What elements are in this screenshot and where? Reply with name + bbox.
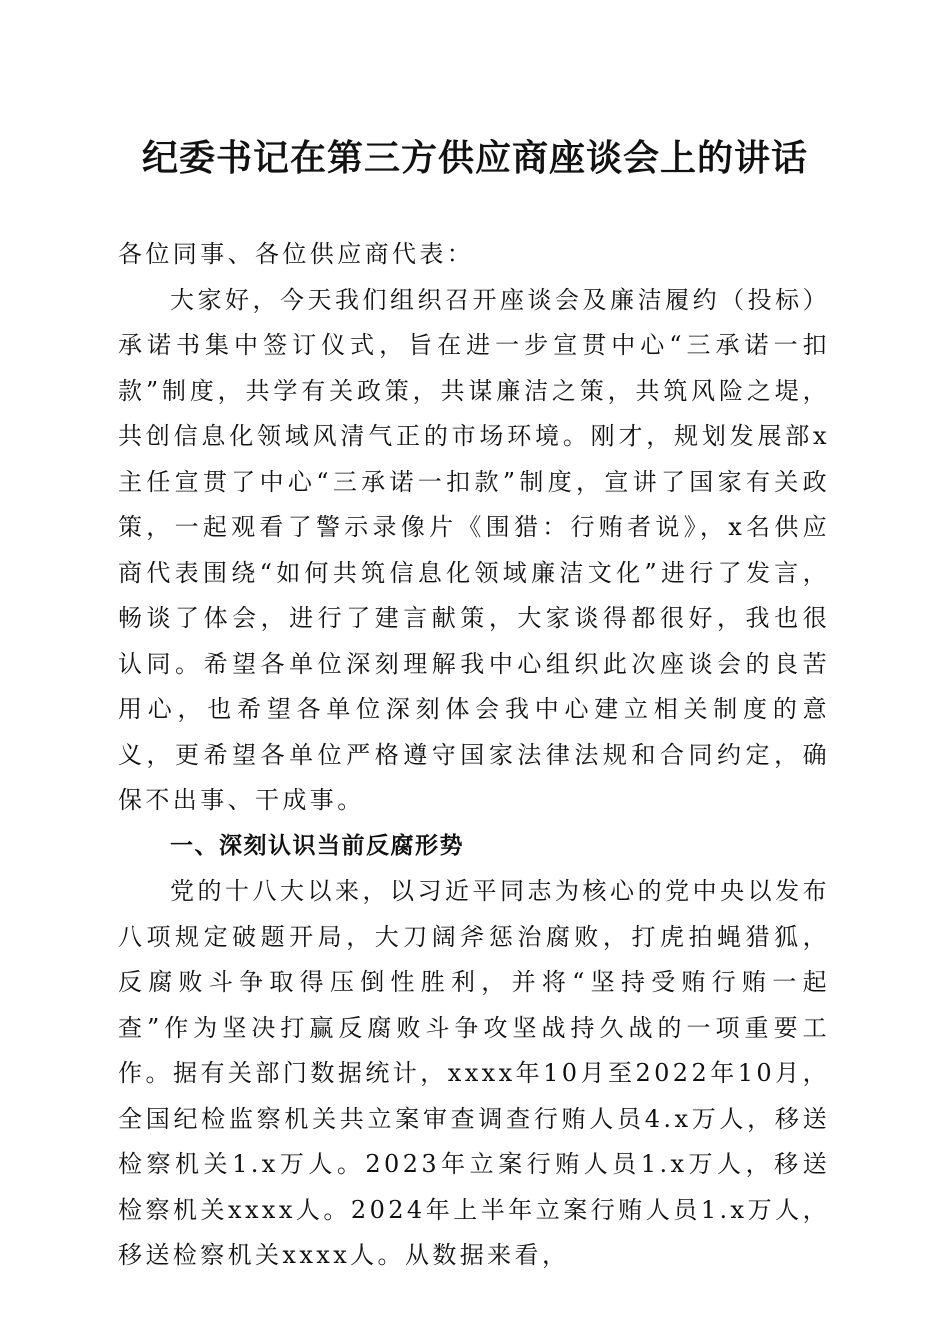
document-title: 纪委书记在第三方供应商座谈会上的讲话	[141, 137, 808, 179]
opening-paragraph: 大家好，今天我们组织召开座谈会及廉洁履约（投标）承诺书集中签订仪式，旨在进一步宣贯中心“三承诺一扣款”制度，共学有关政策，共谋廉洁之策，共筑风险之堤，共创信息化领域风清气正的市场环境。刚才，规划发展部x主任宣贯了中心“三承诺一扣款”制度，宣讲了国家有关政策，一起观看了警示录像片《围猎：行贿者说》，x名供应商代表围绕“如何共筑信息化领域廉洁文化”进行了发言，畅谈了体会，进行了建言献策，大家谈得都很好，我也很认同。希望各单位深刻理解我中心组织此次座谈会的良苦用心，也希望各单位深刻体会我中心建立相关制度的意义，更希望各单位严格遵守国家法律法规和合同约定，确保不出事、干成事。	[118, 285, 830, 814]
section-1-paragraph: 党的十八大以来，以习近平同志为核心的党中央以发布八项规定破题开局，大刀阔斧惩治腐败，打虎拍蝇猎狐，反腐败斗争取得压倒性胜利，并将“坚持受贿行贿一起查”作为坚决打赢反腐败斗争攻坚战持久战的一项重要工作。据有关部门数据统计，xxxx年10月至2022年10月，全国纪检监察机关共立案审查调查行贿人员4.x万人，移送检察机关1.x万人。2023年立案行贿人员1.x万人，移送检察机关xxxx人。2024年上半年立案行贿人员1.x万人，移送检察机关xxxx人。从数据来看，	[118, 877, 830, 1269]
section-heading-1: 一、深刻认识当前反腐形势	[170, 832, 464, 859]
salutation: 各位同事、各位供应商代表：	[118, 240, 475, 268]
document-body	[118, 232, 830, 1279]
